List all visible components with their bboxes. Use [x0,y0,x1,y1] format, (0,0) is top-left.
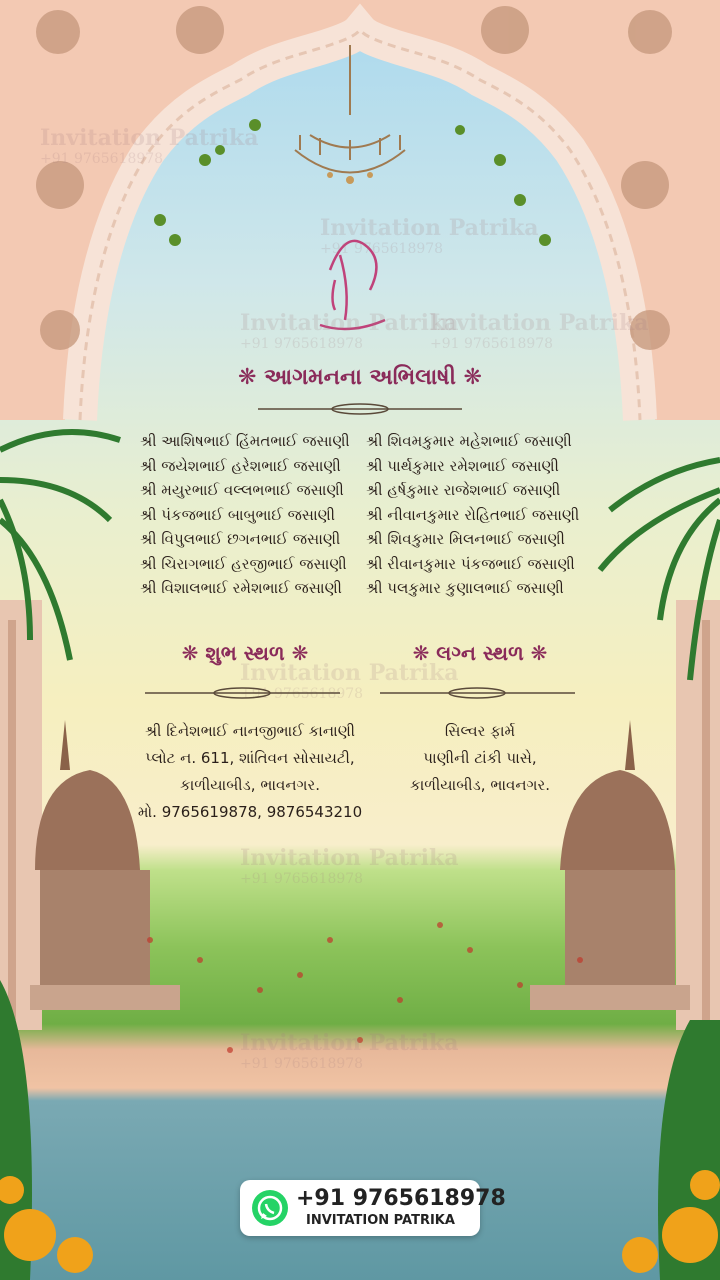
divider-ornament [145,686,340,700]
welcome-name: શ્રી જયેશભાઈ હરેશભાઈ જસાણી [140,456,341,475]
welcome-name: શ્રી મયુરભાઈ વલ્લભભાઈ જસાણી [140,481,344,499]
shubh-sthal-address [120,718,380,826]
welcome-name: શ્રી ચિરાગભાઈ હરજીભાઈ જસાણી [140,554,347,573]
welcome-name: શ્રી પંકજભાઈ બાબુભાઈ જસાણી [140,505,335,524]
address-line: શ્રી દિનેશભાઈ નાનજીભાઈ કાનાણી [144,722,356,740]
welcome-name: શ્રી શિવકુમાર મિલનભાઈ જસાણી [366,530,565,548]
address-line: પ્લોટ ન. 611, શાંતિવન સોસાયટી, [145,749,355,767]
address-line: કાળીયાબીડ, ભાવનગર. [410,776,550,794]
divider-ornament [380,686,575,700]
welcome-name: શ્રી શિવમકુમાર મહેશભાઈ જસાણી [366,432,572,450]
lagn-sthal-title: ❋ લગ્ન સ્થળ ❋ [412,641,548,665]
whatsapp-icon [252,1190,288,1226]
welcome-name: શ્રી પાર્થકુમાર રમેશભાઈ જસાણી [366,456,559,475]
address-line: પાણીની ટાંકી પાસે, [423,749,537,767]
welcome-name: શ્રી વિશાલભાઈ રમેશભાઈ જસાણી [140,579,342,597]
address-line: મો. 9765619878, 9876543210 [137,803,363,821]
welcome-name: શ્રી પલકુમાર કુણાલભાઈ જસાણી [366,579,564,597]
watermark: Invitation Patrika +91 9765618978 [240,310,459,352]
welcome-name: શ્રી હર્ષકુમાર રાજેશભાઈ જસાણી [366,481,561,499]
watermark: Invitation Patrika +91 9765618978 [40,125,259,167]
watermark: Invitation Patrika +91 9765618978 [240,660,459,702]
watermark: Invitation Patrika +91 9765618978 [240,1030,459,1072]
welcome-name: શ્રી નીવાનકુમાર રોહિતભાઈ જસાણી [366,505,580,524]
watermark: Invitation Patrika +91 9765618978 [240,845,459,887]
lagn-sthal-address [370,718,590,799]
watermark: Invitation Patrika +91 9765618978 [320,215,539,257]
welcome-title: ❋ આગમનના અભિલાષી ❋ [238,365,482,390]
shubh-sthal-title: ❋ શુભ સ્થળ ❋ [181,641,309,665]
welcome-name: શ્રી રીવાનકુમાર પંકજભાઈ જસાણી [366,554,575,573]
welcome-name: શ્રી વિપુલભાઈ છગનભાઈ જસાણી [140,530,341,548]
address-line: સિલ્વર ફાર્મ [444,722,516,740]
welcome-name: શ્રી આશિષભાઈ હિંમતભાઈ જસાણી [140,432,350,450]
watermark: Invitation Patrika +91 9765618978 [430,310,649,352]
address-line: કાળીયાબીડ, ભાવનગર. [180,776,320,794]
brand-name: INVITATION PATRIKA [306,1213,455,1228]
divider-ornament [258,402,462,416]
contact-phone[interactable]: +91 9765618978 [296,1186,506,1211]
